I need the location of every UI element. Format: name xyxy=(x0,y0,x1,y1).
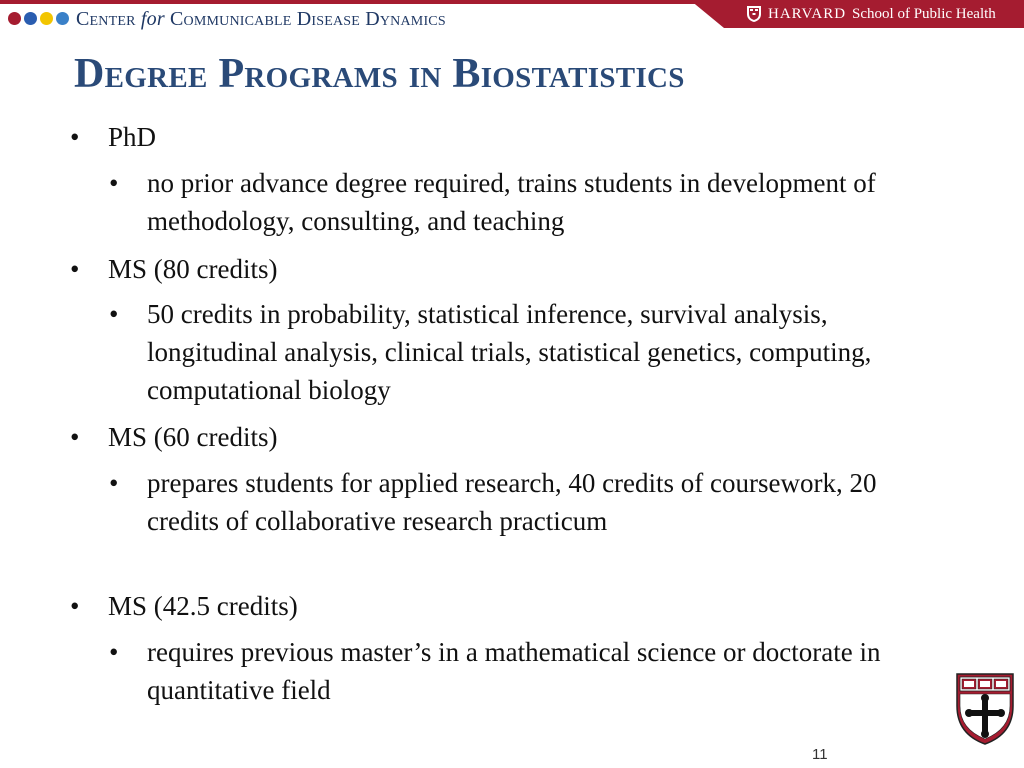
page-number: 11 xyxy=(812,746,828,763)
list-item xyxy=(70,118,157,156)
center-name xyxy=(76,8,446,31)
bullet-marker: • xyxy=(70,422,80,452)
program-label: PhD xyxy=(108,122,157,152)
program-label: MS (80 credits) xyxy=(108,254,278,284)
school-label: School of Public Health xyxy=(852,6,996,22)
bullet-marker: • xyxy=(70,591,80,621)
program-label: MS (42.5 credits) xyxy=(108,591,298,621)
list-item xyxy=(70,250,278,288)
list-item xyxy=(109,633,947,709)
harvard-label: HARVARD xyxy=(768,6,847,22)
harvard-shield-icon xyxy=(746,5,762,23)
bullet-marker: • xyxy=(70,254,80,284)
bullet-marker: • xyxy=(109,468,119,498)
program-detail: prepares students for applied research, 40 credits of coursework, 20 credits of collaborative research practicum xyxy=(147,468,877,536)
center-name-for: for xyxy=(140,8,165,30)
bullet-marker: • xyxy=(109,299,119,329)
dot-lightblue xyxy=(56,12,69,25)
dot-yellow xyxy=(40,12,53,25)
slide-title: Degree Programs in Biostatistics xyxy=(74,51,685,97)
program-detail: requires previous master’s in a mathematical science or doctorate in quantitative field xyxy=(147,637,881,705)
harvard-sph-label xyxy=(768,6,996,23)
program-detail: 50 credits in probability, statistical inference, survival analysis, longitudinal analysis, clinical trials, statistical genetics, computing, computational biology xyxy=(147,299,872,405)
center-name-part1: Center xyxy=(76,8,136,30)
program-label: MS (60 credits) xyxy=(108,422,278,452)
bullet-marker: • xyxy=(109,168,119,198)
ccdd-dots-logo xyxy=(8,12,69,25)
list-item xyxy=(109,164,947,240)
list-item xyxy=(109,295,947,409)
hsph-shield-logo-icon xyxy=(955,672,1015,746)
center-name-part2: Communicable Disease Dynamics xyxy=(170,8,446,30)
dot-red xyxy=(8,12,21,25)
bullet-marker: • xyxy=(70,122,80,152)
list-item xyxy=(70,587,298,625)
bullet-marker: • xyxy=(109,637,119,667)
program-detail: no prior advance degree required, trains students in development of methodology, consulting, and teaching xyxy=(147,168,876,236)
list-item xyxy=(109,464,947,540)
list-item xyxy=(70,418,278,456)
dot-blue xyxy=(24,12,37,25)
